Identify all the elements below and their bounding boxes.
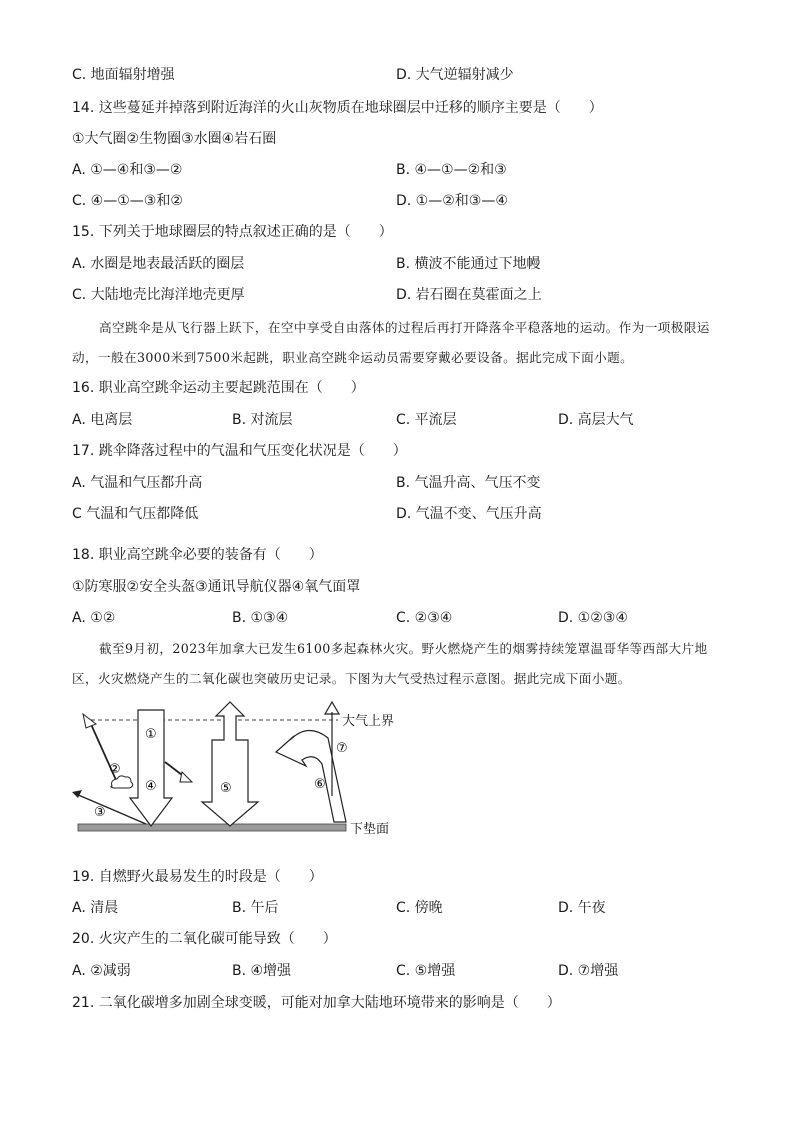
q17-option-b: B. 气温升高、气压不变	[396, 475, 541, 491]
q15-option-d: D. 岩石圈在莫霍面之上	[396, 287, 542, 303]
diagram-number-2: ②	[109, 762, 121, 777]
q19-stem: 19. 自燃野火最易发生的时段是（ ）	[72, 869, 323, 885]
q20-option-a: A. ②减弱	[72, 963, 131, 979]
q16-option-a: A. 电离层	[72, 412, 133, 428]
ground-surface-bar	[78, 824, 346, 831]
q20-option-c: C. ⑤增强	[396, 963, 456, 979]
q19-option-b: B. 午后	[232, 900, 279, 916]
q15-option-a: A. 水圈是地表最活跃的圈层	[72, 256, 245, 272]
q16-option-d: D. 高层大气	[558, 412, 634, 428]
q17-option-d: D. 气温不变、气压升高	[396, 506, 542, 522]
q14-option-c: C. ④—①—③和②	[72, 193, 183, 209]
q14-items: ①大气圈②生物圈③水圈④岩石圈	[72, 131, 277, 147]
q16-option-b: B. 对流层	[232, 412, 293, 428]
q18-option-b: B. ①③④	[232, 610, 289, 626]
q17-option-c: C 气温和气压都降低	[72, 506, 199, 522]
q18-option-c: C. ②③④	[396, 610, 453, 626]
q18-stem: 18. 职业高空跳伞必要的装备有（ ）	[72, 547, 323, 563]
q14-option-a: A. ①—④和③—②	[72, 162, 183, 178]
diagram-label-bottom: 下垫面	[350, 822, 390, 837]
q19-option-d: D. 午夜	[558, 900, 606, 916]
q15-option-b: B. 横波不能通过下地幔	[396, 256, 541, 272]
q20-stem: 20. 火灾产生的二氧化碳可能导致（ ）	[72, 931, 337, 947]
diagram-number-7: ⑦	[336, 741, 348, 756]
passage-wildfire: 截至9月初，2023年加拿大已发生6100多起森林火灾。野火燃烧产生的烟雾持续笼罩温哥华等西部大片地区，火灾燃烧产生的二氧化碳也突破历史记录。下图为大气受热过程示意图。据此完成下面小题。	[72, 641, 708, 686]
q13-option-c: C. 地面辐射增强	[72, 67, 175, 83]
q15-option-c: C. 大陆地壳比海洋地壳更厚	[72, 287, 245, 303]
q16-option-c: C. 平流层	[396, 412, 457, 428]
diagram-number-6: ⑥	[314, 777, 326, 792]
q14-option-b: B. ④—①—②和③	[396, 162, 507, 178]
arrow-ground-radiation	[202, 702, 258, 826]
diagram-number-1: ①	[145, 727, 157, 742]
q17-stem: 17. 跳伞降落过程中的气温和气压变化状况是（ ）	[72, 443, 407, 459]
q20-option-d: D. ⑦增强	[558, 963, 619, 979]
q16-stem: 16. 职业高空跳伞运动主要起跳范围在（ ）	[72, 380, 365, 396]
q17-option-a: A. 气温和气压都升高	[72, 475, 203, 491]
passage-skydiving: 高空跳伞是从飞行器上跃下，在空中享受自由落体的过程后再打开降落伞平稳落地的运动。作为一项极限运动，一般在3000米到7500米起跳，职业高空跳伞运动员需要穿戴必要设备。据此完成下面小题。	[72, 320, 710, 365]
arrow-scatter-right-head	[180, 772, 192, 782]
q19-option-a: A. 清晨	[72, 900, 119, 916]
q18-option-d: D. ①②③④	[558, 610, 628, 626]
diagram-number-4: ④	[145, 779, 157, 794]
diagram-label-top: 大气上界	[342, 714, 395, 729]
q21-stem: 21. 二氧化碳增多加剧全球变暖，可能对加拿大陆地环境带来的影响是（ ）	[72, 995, 561, 1011]
diagram-number-3: ③	[94, 805, 106, 820]
q20-option-b: B. ④增强	[232, 963, 292, 979]
arrow-diffuse-head	[72, 790, 82, 798]
q18-option-a: A. ①②	[72, 610, 116, 626]
q14-stem: 14. 这些蔓延并掉落到附近海洋的火山灰物质在地球圈层中迁移的顺序主要是（ ）	[72, 100, 603, 116]
arrow-reflected-head	[83, 714, 96, 728]
q18-items: ①防寒服②安全头盔③通讯导航仪器④氧气面罩	[72, 579, 361, 595]
q14-option-d: D. ①—②和③—④	[396, 193, 508, 209]
q13-option-d: D. 大气逆辐射减少	[396, 67, 514, 83]
atmosphere-heating-diagram	[70, 700, 410, 845]
q15-stem: 15. 下列关于地球圈层的特点叙述正确的是（ ）	[72, 224, 393, 240]
diagram-number-5: ⑤	[220, 781, 232, 796]
q19-option-c: C. 傍晚	[396, 900, 443, 916]
